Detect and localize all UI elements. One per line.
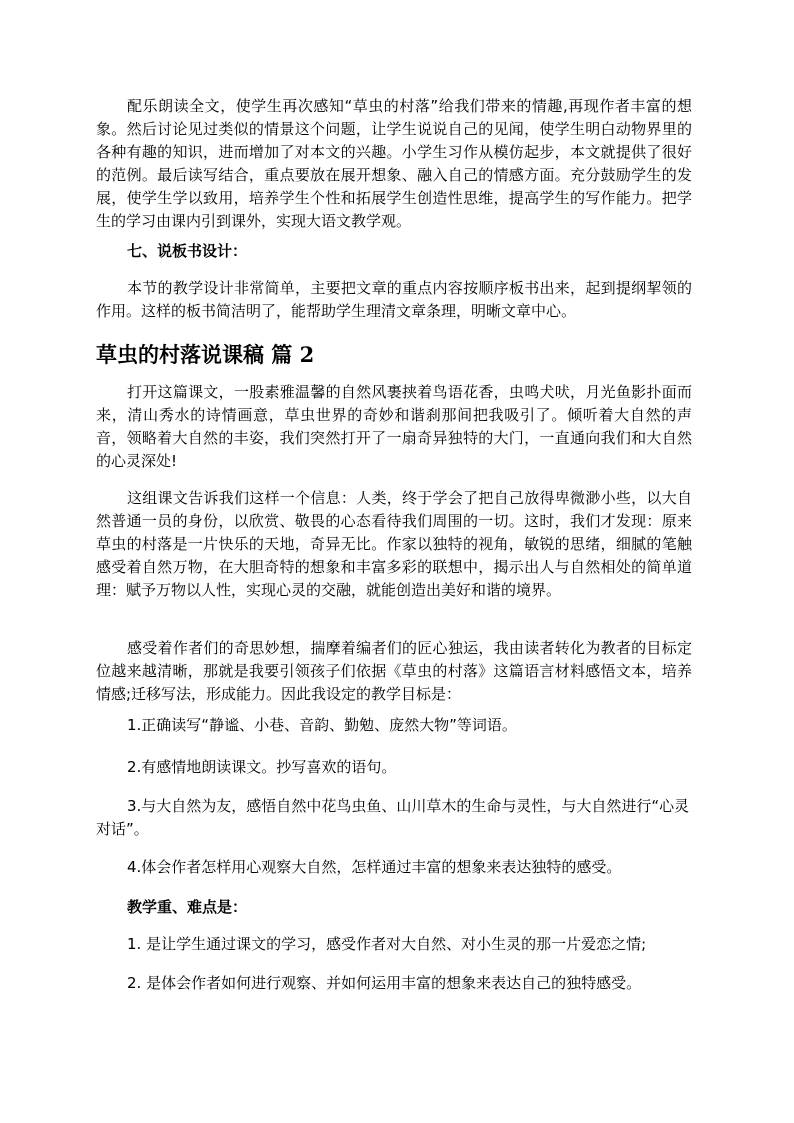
section-heading-board-design: 七、说板书设计： (127, 242, 248, 260)
goal-item-1: 1.正确读写“静谧、小巷、音韵、勤勉、庞然大物”等词语。 (127, 716, 517, 734)
paragraph-message: 这组课文告诉我们这样一个信息：人类，终于学会了把自己放得卑微渺小些，以大自然普通一员的身份，以欣赏、敬畏的心态看待我们周围的一切。这时，我们才发现：原来草虫的村落是一片快乐的天地，奇异无比。作家以独特的视角，敏锐的思绪，细腻的笔触感受着自然万物，在大胆奇特的想象和丰富多彩的联想中，揭示出人与自然相处的简单道理：赋予万物以人性，实现心灵的交融，就能创造出美好和谐的境界。 (96, 489, 692, 599)
paragraph-reading-discussion: 配乐朗读全文，使学生再次感知“草虫的村落”给我们带来的情趣,再现作者丰富的想象。然后讨论见过类似的情景这个问题，让学生说说自己的见闻，使学生明白动物界里的各种有趣的知识，进而增加了对本文的兴趣。小学生习作从模仿起步，本文就提供了很好的范例。最后读写结合，重点要放在展开想象、融入自己的情感方面。充分鼓励学生的发展，使学生学以致用，培养学生个性和拓展学生创造性思维，提高学生的写作能力。把学生的学习由课内引到课外，实现大语文教学观。 (96, 97, 692, 230)
goal-item-4: 4.体会作者怎样用心观察大自然，怎样通过丰富的想象来表达独特的感受。 (127, 858, 622, 876)
paragraph-opening: 打开这篇课文，一股素雅温馨的自然风裹挟着鸟语花香，虫鸣犬吠，月光鱼影扑面而来，清山秀水的诗情画意，草虫世界的奇妙和谐刹那间把我吸引了。倾听着大自然的声音，领略着大自然的丰姿，我们突然打开了一扇奇异独特的大门，一直通向我们和大自然的心灵深处! (96, 383, 692, 470)
key-point-item-1: 1. 是让学生通过课文的学习，感受作者对大自然、对小生灵的那一片爱恋之情; (127, 935, 647, 953)
goal-item-2: 2.有感情地朗读课文。抄写喜欢的语句。 (127, 758, 397, 776)
section-heading-key-points: 教学重、难点是： (127, 898, 248, 916)
key-point-item-2: 2. 是体会作者如何进行观察、并如何运用丰富的想象来表达自己的独特感受。 (127, 974, 642, 992)
paragraph-teaching-goals-intro: 感受着作者们的奇思妙想，揣摩着编者们的匠心独运，我由读者转化为教者的目标定位越来越清晰，那就是我要引领孩子们依据《草虫的村落》这篇语言材料感悟文本，培养情感;迁移写法，形成能力。因此我设定的教学目标是： (96, 639, 692, 703)
goal-item-3: 3.与大自然为友，感悟自然中花鸟虫鱼、山川草木的生命与灵性，与大自然进行“心灵对话”。 (96, 797, 690, 838)
paragraph-board-design: 本节的教学设计非常简单，主要把文章的重点内容按顺序板书出来，起到提纲挈领的作用。这样的板书简洁明了，能帮助学生理清文章条理，明晰文章中心。 (96, 279, 692, 320)
article-title-part2: 草虫的村落说课稿 篇 2 (96, 342, 315, 367)
